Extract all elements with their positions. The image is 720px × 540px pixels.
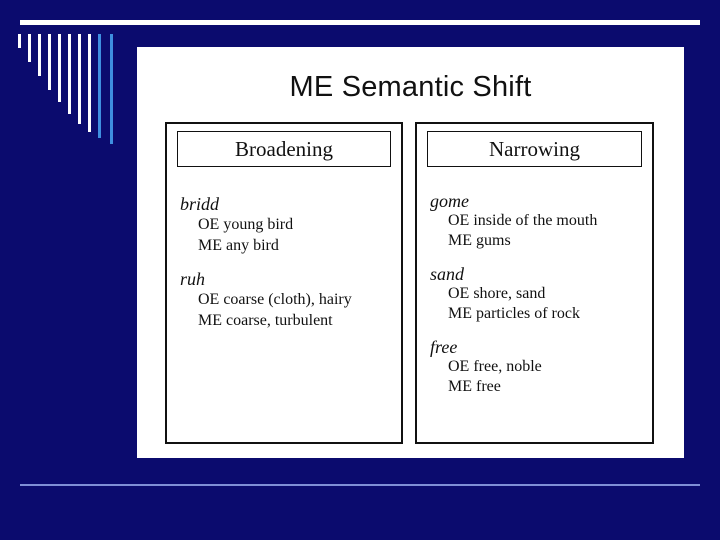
me-meaning: ME any bird bbox=[198, 237, 279, 254]
word-term: bridd bbox=[180, 194, 220, 214]
word-entry bbox=[180, 194, 395, 256]
word-term: gome bbox=[430, 191, 469, 211]
decorative-stripes bbox=[18, 34, 118, 144]
slide-image bbox=[137, 47, 684, 458]
narrowing-heading: Narrowing bbox=[427, 131, 642, 167]
word-entry bbox=[430, 264, 646, 324]
word-term: sand bbox=[430, 264, 465, 284]
bottom-divider bbox=[20, 484, 700, 486]
me-meaning: ME coarse, turbulent bbox=[198, 312, 333, 329]
stripe bbox=[88, 34, 91, 132]
oe-meaning: OE coarse (cloth), hairy bbox=[198, 291, 352, 308]
stripe bbox=[38, 34, 41, 76]
stripe-accent bbox=[98, 34, 101, 138]
broadening-panel bbox=[165, 122, 403, 444]
oe-meaning: OE young bird bbox=[198, 216, 294, 233]
word-entry bbox=[430, 337, 646, 397]
word-term: ruh bbox=[180, 269, 206, 289]
narrowing-entries bbox=[430, 191, 646, 410]
top-divider bbox=[20, 20, 700, 25]
stripe bbox=[28, 34, 31, 62]
me-meaning: ME particles of rock bbox=[448, 305, 580, 322]
oe-meaning: OE free, noble bbox=[448, 358, 542, 375]
stripe bbox=[48, 34, 51, 90]
slide-title: ME Semantic Shift bbox=[289, 71, 532, 103]
stripe bbox=[58, 34, 61, 102]
stripe bbox=[78, 34, 81, 124]
oe-meaning: OE shore, sand bbox=[448, 285, 546, 302]
broadening-heading: Broadening bbox=[177, 131, 391, 167]
stripe bbox=[18, 34, 21, 48]
me-meaning: ME gums bbox=[448, 232, 511, 249]
stripe bbox=[68, 34, 71, 114]
word-entry bbox=[180, 269, 395, 331]
broadening-entries bbox=[180, 194, 395, 344]
word-entry bbox=[430, 191, 646, 251]
narrowing-panel bbox=[415, 122, 654, 444]
me-meaning: ME free bbox=[448, 378, 501, 395]
word-term: free bbox=[430, 337, 458, 357]
stripe-accent bbox=[110, 34, 113, 144]
oe-meaning: OE inside of the mouth bbox=[448, 212, 598, 229]
